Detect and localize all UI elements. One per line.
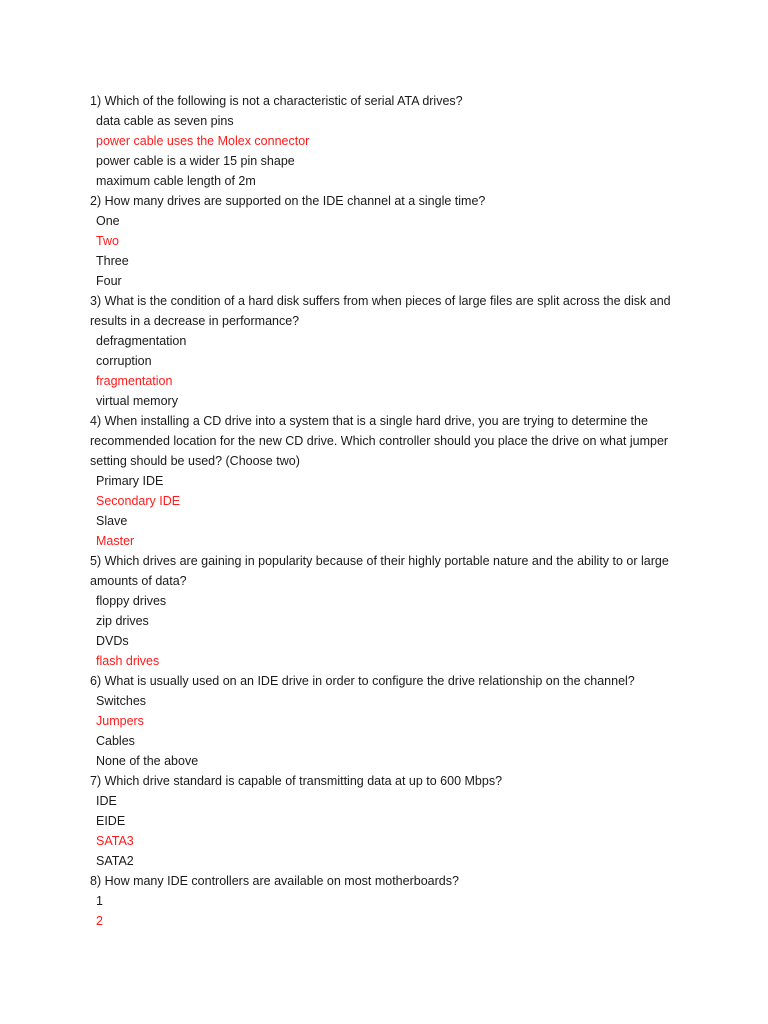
answer-option: DVDs (96, 634, 129, 648)
answer-option: defragmentation (96, 334, 187, 348)
question-text: 8) How many IDE controllers are available on most motherboards? (90, 874, 459, 888)
answer-option: Jumpers (96, 714, 144, 728)
answer-option: Slave (96, 514, 128, 528)
answer-option: Switches (96, 694, 147, 708)
answer-option: fragmentation (96, 374, 173, 388)
question-7 (90, 771, 690, 871)
answer-option: IDE (96, 794, 117, 808)
quiz-document (90, 91, 690, 931)
answer-option: corruption (96, 354, 152, 368)
answer-option: Cables (96, 734, 135, 748)
question-2 (90, 191, 690, 291)
answer-option: None of the above (96, 754, 199, 768)
answer-option: floppy drives (96, 594, 167, 608)
question-text: 5) Which drives are gaining in popularity because of their highly portable nature and the ability to or large amounts of data? (90, 554, 669, 588)
answer-option: Primary IDE (96, 474, 164, 488)
question-text: 7) Which drive standard is capable of transmitting data at up to 600 Mbps? (90, 774, 503, 788)
answer-option: power cable is a wider 15 pin shape (96, 154, 295, 168)
answer-option: Four (96, 274, 122, 288)
answer-option: zip drives (96, 614, 149, 628)
answer-option: Two (96, 234, 119, 248)
answer-option: power cable uses the Molex connector (96, 134, 310, 148)
answer-option: 2 (96, 914, 103, 928)
answer-option: flash drives (96, 654, 160, 668)
answer-option: SATA3 (96, 834, 134, 848)
answer-option: EIDE (96, 814, 126, 828)
answer-option: virtual memory (96, 394, 178, 408)
answer-option: Three (96, 254, 129, 268)
question-6 (90, 671, 690, 771)
question-text: 4) When installing a CD drive into a system that is a single hard drive, you are trying to determine the recommended location for the new CD drive. Which controller should you place the drive on what jumper setting should be used? (Choose two) (90, 414, 669, 468)
answer-option: maximum cable length of 2m (96, 174, 256, 188)
answer-option: data cable as seven pins (96, 114, 234, 128)
answer-option: Secondary IDE (96, 494, 181, 508)
answer-option: Master (96, 534, 135, 548)
question-text: 6) What is usually used on an IDE drive in order to configure the drive relationship on the channel? (90, 674, 635, 688)
question-1 (90, 91, 690, 191)
question-3 (90, 291, 690, 411)
answer-option: 1 (96, 894, 103, 908)
answer-option: One (96, 214, 120, 228)
question-4 (90, 411, 690, 551)
question-8 (90, 871, 690, 931)
question-text: 1) Which of the following is not a characteristic of serial ATA drives? (90, 94, 463, 108)
answer-option: SATA2 (96, 854, 134, 868)
question-text: 2) How many drives are supported on the IDE channel at a single time? (90, 194, 486, 208)
question-5 (90, 551, 690, 671)
question-text: 3) What is the condition of a hard disk suffers from when pieces of large files are split across the disk and results in a decrease in performance? (90, 294, 671, 328)
